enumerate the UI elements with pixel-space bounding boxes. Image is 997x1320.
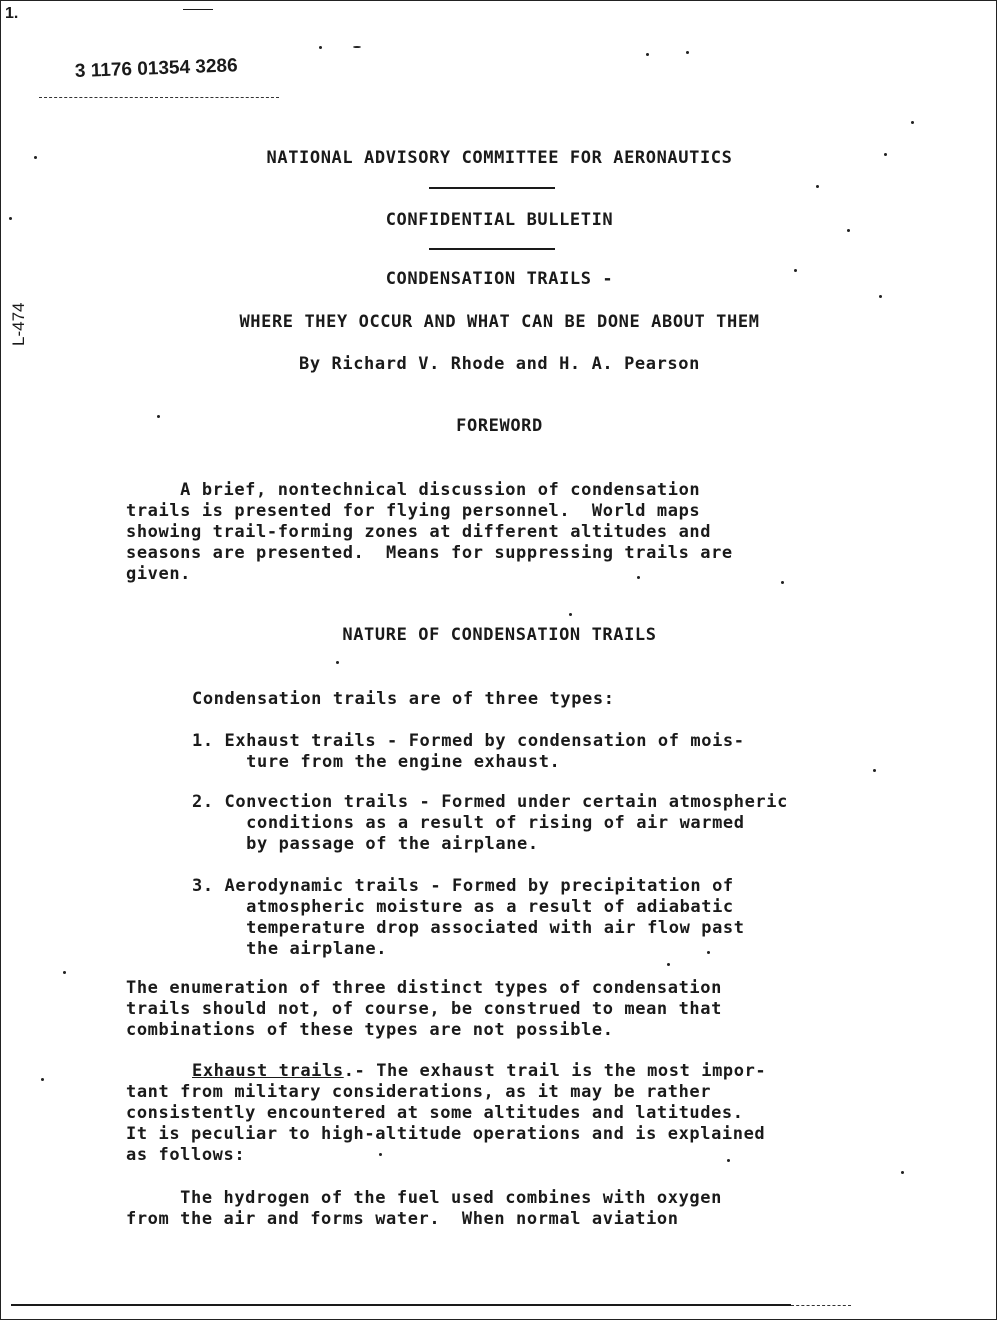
foreword-line: given.: [126, 564, 192, 584]
paragraph-line: The enumeration of three distinct types of condensation: [126, 978, 722, 998]
scan-speck: [63, 971, 66, 974]
foreword-line: A brief, nontechnical discussion of condensation: [126, 480, 701, 500]
hydrogen-paragraph: [126, 1188, 722, 1268]
scan-speck: [319, 46, 322, 49]
section-heading-nature: NATURE OF CONDENSATION TRAILS: [342, 625, 657, 645]
scan-speck: [157, 415, 160, 418]
list-line: 2. Convection trails - Formed under certain atmospheric: [192, 792, 788, 812]
document-subtitle: WHERE THEY OCCUR AND WHAT CAN BE DONE ABOUT THEM: [239, 312, 760, 332]
list-line: temperature drop associated with air flow past: [192, 918, 745, 938]
first-line-rest: .- The exhaust trail is the most impor-: [343, 1061, 767, 1081]
foreword-heading: FOREWORD: [456, 416, 543, 436]
paragraph-line: It is peculiar to high-altitude operations and is explained: [126, 1124, 766, 1144]
scan-speck: [707, 951, 710, 954]
scan-speck: [847, 229, 850, 232]
paragraph-line: The hydrogen of the fuel used combines with oxygen: [126, 1188, 722, 1208]
scan-speck: [569, 613, 572, 616]
scan-speck: [879, 295, 882, 298]
classification-label: CONFIDENTIAL BULLETIN: [385, 210, 614, 230]
scan-speck: [884, 153, 887, 156]
run-in-heading: Exhaust trails: [192, 1061, 344, 1081]
scan-speck: [646, 53, 649, 56]
scan-speck: [34, 156, 37, 159]
top-stray-rule: [183, 9, 213, 10]
foreword-line: trails is presented for flying personnel. World maps: [126, 501, 701, 521]
scan-speck: [816, 185, 819, 188]
paragraph-line: consistently encountered at some altitudes and latitudes.: [126, 1103, 744, 1123]
list-line: by passage of the airplane.: [192, 834, 539, 854]
scan-speck: [901, 1171, 904, 1174]
scan-speck: [727, 1159, 730, 1162]
authors-line: By Richard V. Rhode and H. A. Pearson: [299, 354, 700, 374]
list-line: 3. Aerodynamic trails - Formed by precipitation of: [192, 876, 734, 896]
accession-underline: [39, 97, 279, 98]
foreword-line: showing trail-forming zones at different altitudes and: [126, 522, 712, 542]
scan-speck: [686, 51, 689, 54]
scan-speck: [794, 269, 797, 272]
title-rule-1: [429, 187, 555, 189]
list-line: ture from the engine exhaust.: [192, 752, 561, 772]
list-line: the airplane.: [192, 939, 388, 959]
organization-title: NATIONAL ADVISORY COMMITTEE FOR AERONAUTICS: [266, 148, 733, 168]
scan-speck: [379, 1153, 382, 1156]
types-intro: Condensation trails are of three types:: [192, 689, 615, 709]
scan-speck: [781, 581, 784, 584]
list-line: conditions as a result of rising of air warmed: [192, 813, 745, 833]
document-title: CONDENSATION TRAILS -: [385, 269, 614, 289]
scan-speck: [911, 121, 914, 124]
scan-speck: [9, 217, 12, 220]
bottom-rule: [11, 1304, 791, 1306]
title-rule-2: [429, 248, 555, 250]
list-line: 1. Exhaust trails - Formed by condensation of mois-: [192, 731, 745, 751]
paragraph-line: as follows:: [126, 1145, 246, 1165]
bottom-dashed-rule: [791, 1305, 851, 1306]
page-mark: 1.: [5, 5, 19, 22]
scan-speck: [637, 576, 640, 579]
scan-speck: [353, 46, 361, 48]
paragraph-line: trails should not, of course, be construed to mean that: [126, 999, 722, 1019]
exhaust-first-line: [192, 1061, 766, 1081]
scan-speck: [41, 1078, 44, 1081]
foreword-line: seasons are presented. Means for suppressing trails are: [126, 543, 733, 563]
accession-number: 3 1176 01354 3286: [74, 55, 238, 82]
side-code: L-474: [9, 302, 28, 346]
paragraph-line: combinations of these types are not possible.: [126, 1020, 614, 1040]
paragraph-line: tant from military considerations, as it may be rather: [126, 1082, 712, 1102]
scan-speck: [873, 769, 876, 772]
scan-speck: [667, 963, 670, 966]
paragraph-line: from the air and forms water. When normal aviation: [126, 1209, 679, 1229]
scan-speck: [336, 661, 339, 664]
list-line: atmospheric moisture as a result of adiabatic: [192, 897, 734, 917]
